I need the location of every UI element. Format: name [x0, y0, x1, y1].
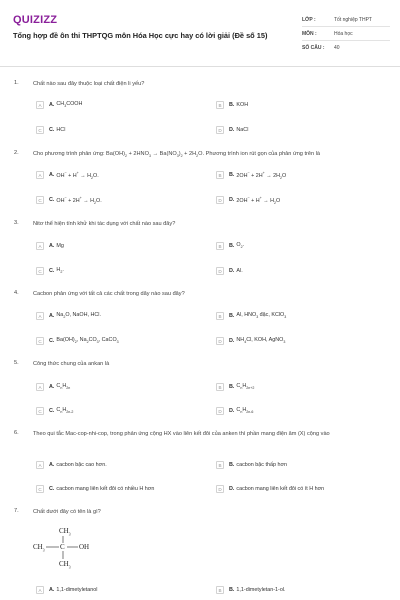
option-text: $C_nH_{2n}$	[56, 383, 71, 391]
option-text: $C_nH_{2n-6}$	[236, 407, 254, 415]
option-letter: A.	[49, 102, 55, 108]
option-letter-box: B	[216, 312, 224, 320]
option-letter: C.	[49, 486, 55, 492]
formula-left-group: $CH_3$	[33, 543, 45, 553]
quizizz-logo: QUIZIZZ	[13, 14, 58, 26]
option-text: HCl	[56, 127, 66, 133]
option-letter-box: A	[36, 461, 44, 469]
meta-row-count	[302, 41, 390, 55]
option-letter-box: A	[36, 586, 44, 594]
option-letter: D.	[229, 486, 235, 492]
option-letter-box: D	[216, 267, 224, 275]
option-d[interactable]	[216, 266, 392, 276]
option-letter: B.	[229, 243, 235, 249]
option-c[interactable]	[36, 484, 196, 494]
option-c[interactable]	[36, 266, 196, 276]
option-a[interactable]	[36, 585, 196, 595]
option-d[interactable]	[216, 336, 392, 346]
option-letter-box: C	[36, 196, 44, 204]
option-d[interactable]	[216, 406, 392, 416]
question-number: 4.	[14, 290, 19, 296]
option-text: KOH	[236, 102, 249, 108]
question-number: 3.	[14, 220, 19, 226]
option-text: $OH^- + 2H^+ \to H_2O$.	[56, 195, 102, 205]
option-text: Al.	[236, 268, 243, 274]
option-b[interactable]	[216, 170, 392, 180]
option-a[interactable]	[36, 460, 196, 470]
option-b[interactable]	[216, 382, 392, 392]
option-c[interactable]	[36, 195, 196, 205]
option-b[interactable]	[216, 460, 392, 470]
option-d[interactable]	[216, 484, 392, 494]
meta-label: MÔN :	[302, 30, 317, 37]
formula-top-group: $CH_3$	[59, 527, 71, 537]
option-letter-box: D	[216, 196, 224, 204]
meta-value: 40	[334, 45, 340, 51]
question-number: 1.	[14, 80, 19, 86]
option-text: $2OH^- + H^+ \to H_2O$	[236, 195, 281, 205]
option-text: $Ba(OH)_2$, $Na_2CO_3$, CaCO$_3$	[56, 337, 119, 345]
option-letter-box: D	[216, 485, 224, 493]
option-b[interactable]	[216, 241, 392, 251]
question-number: 2.	[14, 150, 19, 156]
option-text: $C_nH_{2n+2}$	[236, 383, 255, 391]
option-letter-box: C	[36, 126, 44, 134]
option-d[interactable]	[216, 125, 392, 135]
formula-right-group: OH	[79, 543, 90, 551]
document-title: Tổng hợp đề ôn thi THPTQG môn Hóa Học cực hay có lời giải (Đề số 15)	[13, 31, 268, 40]
option-c[interactable]	[36, 406, 196, 416]
option-letter-box: B	[216, 101, 224, 109]
option-letter-box: D	[216, 126, 224, 134]
question-text: Chất nào sau đây thuộc loại chất điện li yếu?	[33, 81, 145, 87]
option-letter-box: D	[216, 337, 224, 345]
option-text: $O_2$.	[236, 242, 245, 250]
option-a[interactable]	[36, 241, 196, 251]
option-letter: B.	[229, 587, 235, 593]
option-text: 1,1-dimetyletanol	[56, 587, 98, 593]
option-letter-box: A	[36, 101, 44, 109]
question-text: Chất dưới đây có tên là gì?	[33, 509, 101, 515]
option-c[interactable]	[36, 125, 196, 135]
option-text: cacbon mang liên kết đôi có ít H hơn	[236, 486, 325, 492]
option-c[interactable]	[36, 336, 196, 346]
structural-formula	[33, 527, 103, 569]
option-text: 1,1-dimetyletan-1-ol.	[236, 587, 286, 593]
question-number: 6.	[14, 430, 19, 436]
option-b[interactable]	[216, 585, 392, 595]
option-text: $Na_2O$, NaOH, HCl.	[56, 312, 101, 320]
option-letter-box: C	[36, 337, 44, 345]
option-letter-box: B	[216, 586, 224, 594]
meta-value: Tốt nghiệp THPT	[334, 16, 372, 23]
option-letter-box: A	[36, 383, 44, 391]
option-letter: A.	[49, 172, 55, 178]
option-letter: C.	[49, 338, 55, 344]
meta-value: Hóa học	[334, 30, 353, 37]
option-letter: B.	[229, 102, 235, 108]
formula-bottom-group: $CH_3$	[59, 560, 71, 570]
option-letter-box: B	[216, 242, 224, 250]
option-text: $H_2$.	[56, 267, 64, 275]
option-letter-box: B	[216, 461, 224, 469]
option-text: $OH^- + H^+ \to H_2O$.	[56, 170, 99, 180]
option-letter: A.	[49, 384, 55, 390]
option-letter-box: A	[36, 242, 44, 250]
option-text: $CH_3COOH$	[56, 101, 83, 109]
option-letter: D.	[229, 127, 235, 133]
meta-row-subject	[302, 27, 390, 41]
option-letter: B.	[229, 462, 235, 468]
option-letter: D.	[229, 268, 235, 274]
option-text: NaCl	[236, 127, 249, 133]
question-text: Công thức chung của ankan là	[33, 361, 110, 367]
option-b[interactable]	[216, 311, 392, 321]
option-text: $C_nH_{2n-2}$	[56, 407, 74, 415]
option-a[interactable]	[36, 311, 196, 321]
worksheet-header	[0, 0, 400, 66]
option-text: cacbon bậc thấp hơn	[236, 462, 287, 468]
option-text: cacbon bậc cao hơn.	[56, 462, 107, 468]
option-text: cacbon mang liên kết đôi có nhiều H hơn	[56, 486, 155, 492]
formula-center-atom: C	[60, 543, 65, 551]
option-letter: B.	[229, 313, 235, 319]
option-letter-box: C	[36, 267, 44, 275]
option-letter: A.	[49, 243, 55, 249]
option-letter: B.	[229, 172, 235, 178]
option-text: Mg	[56, 243, 64, 249]
option-letter: C.	[49, 268, 55, 274]
question-text: Cho phương trình phản ứng: $Ba(OH)_2 + 2HNO_3 \to Ba(NO_3)_2 + 2H_2O$. Phương trình ion rút gọn của phản ứng trên là	[33, 151, 321, 159]
option-letter-box: D	[216, 407, 224, 415]
header-divider	[0, 66, 400, 67]
question-text: Nitơ thể hiện tính khử khi tác dụng với chất nào sau đây?	[33, 221, 176, 227]
option-a[interactable]	[36, 382, 196, 392]
option-letter-box: C	[36, 407, 44, 415]
meta-label: SỐ CÂU :	[302, 45, 325, 51]
option-text: $NH_4Cl$, KOH, AgNO$_3$	[236, 337, 286, 345]
meta-row-class	[302, 13, 390, 27]
option-letter-box: A	[36, 312, 44, 320]
question-text: Theo qui tắc Mac-cop-nhi-cop, trong phản ứng cộng HX vào liên kết đôi của anken thì phần mang điện âm (X) cộng vào	[33, 431, 330, 437]
option-letter-box: C	[36, 485, 44, 493]
question-number: 5.	[14, 360, 19, 366]
question-text: Cacbon phản ứng với tất cả các chất trong dãy nào sau đây?	[33, 291, 185, 297]
question-number: 7.	[14, 508, 19, 514]
option-a[interactable]	[36, 170, 196, 180]
option-letter-box: A	[36, 171, 44, 179]
option-letter: C.	[49, 197, 55, 203]
meta-table	[302, 13, 390, 55]
option-letter: C.	[49, 408, 55, 414]
option-letter: A.	[49, 313, 55, 319]
option-text: $2OH^- + 2H^+ \to 2H_2O$	[236, 170, 287, 180]
option-letter: A.	[49, 587, 55, 593]
option-d[interactable]	[216, 195, 392, 205]
option-a[interactable]	[36, 100, 196, 110]
option-letter: D.	[229, 197, 235, 203]
option-letter-box: B	[216, 383, 224, 391]
option-letter: B.	[229, 384, 235, 390]
option-letter-box: B	[216, 171, 224, 179]
option-b[interactable]	[216, 100, 392, 110]
option-letter: D.	[229, 408, 235, 414]
option-letter: A.	[49, 462, 55, 468]
option-letter: C.	[49, 127, 55, 133]
meta-label: LỚP :	[302, 16, 316, 23]
option-letter: D.	[229, 338, 235, 344]
option-text: Al, $HNO_3$ đặc, KClO$_3$	[236, 312, 287, 320]
